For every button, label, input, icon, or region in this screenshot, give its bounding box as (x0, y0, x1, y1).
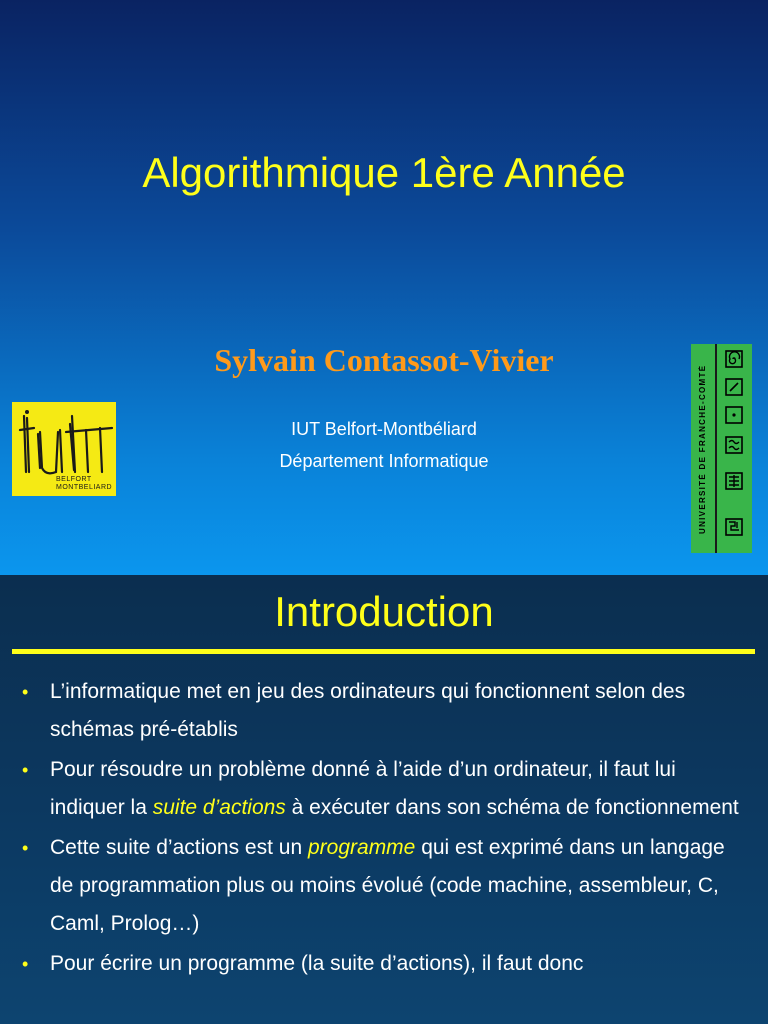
ufc-logo-icons (717, 344, 752, 553)
ufc-logo-text: UNIVERSITÉ DE FRANCHE-COMTÉ (698, 364, 707, 534)
bullet-dot: • (22, 954, 29, 974)
bullet-item (22, 751, 752, 827)
wave-icon (725, 436, 743, 454)
bullet-dot: • (22, 838, 29, 858)
bullet-text: L’informatique met en jeu des ordinateurs qui fonctionnent selon des schémas pré-établis (50, 680, 686, 741)
bullet-item (22, 829, 752, 943)
title-divider (12, 649, 755, 654)
highlighted-term: programme (307, 836, 416, 859)
slide-title: Algorithmique 1ère Année (142, 149, 626, 196)
universite-franche-comte-logo (691, 344, 752, 553)
bullet-item (22, 673, 752, 749)
bullet-dot: • (22, 682, 29, 702)
institution-name: IUT Belfort-Montbéliard (291, 419, 477, 439)
spiral-icon (725, 350, 743, 368)
bullet-text: Pour écrire un programme (la suite d’actions), il faut donc (50, 952, 584, 975)
slash-icon (725, 378, 743, 396)
bullet-text: à exécuter dans son schéma de fonctionnement (285, 796, 739, 819)
grid-icon (725, 472, 743, 490)
maze-icon (725, 518, 743, 536)
bullet-item (22, 945, 752, 983)
iut-logo-caption: BELFORT MONTBELIARD (56, 476, 113, 491)
bullet-list (22, 673, 752, 985)
highlighted-term: suite d’actions (152, 796, 286, 819)
dot-square-icon (725, 406, 743, 424)
bullet-text: qui est exprimé dans un langage de programmation plus ou moins évolué (code machine, assembleur, C, Caml, Prolog…) (50, 836, 725, 935)
author-name: Sylvain Contassot-Vivier (214, 342, 554, 378)
slide-title: Introduction (274, 588, 494, 635)
iut-logo (12, 402, 116, 496)
bullet-text: Cette suite d’actions est un (50, 836, 308, 859)
department-name: Département Informatique (279, 451, 489, 471)
introduction-slide (0, 575, 768, 1024)
bullet-dot: • (22, 760, 29, 780)
bullet-text: Pour résoudre un problème donné à l’aide d’un ordinateur, il faut lui indiquer la (50, 758, 676, 819)
